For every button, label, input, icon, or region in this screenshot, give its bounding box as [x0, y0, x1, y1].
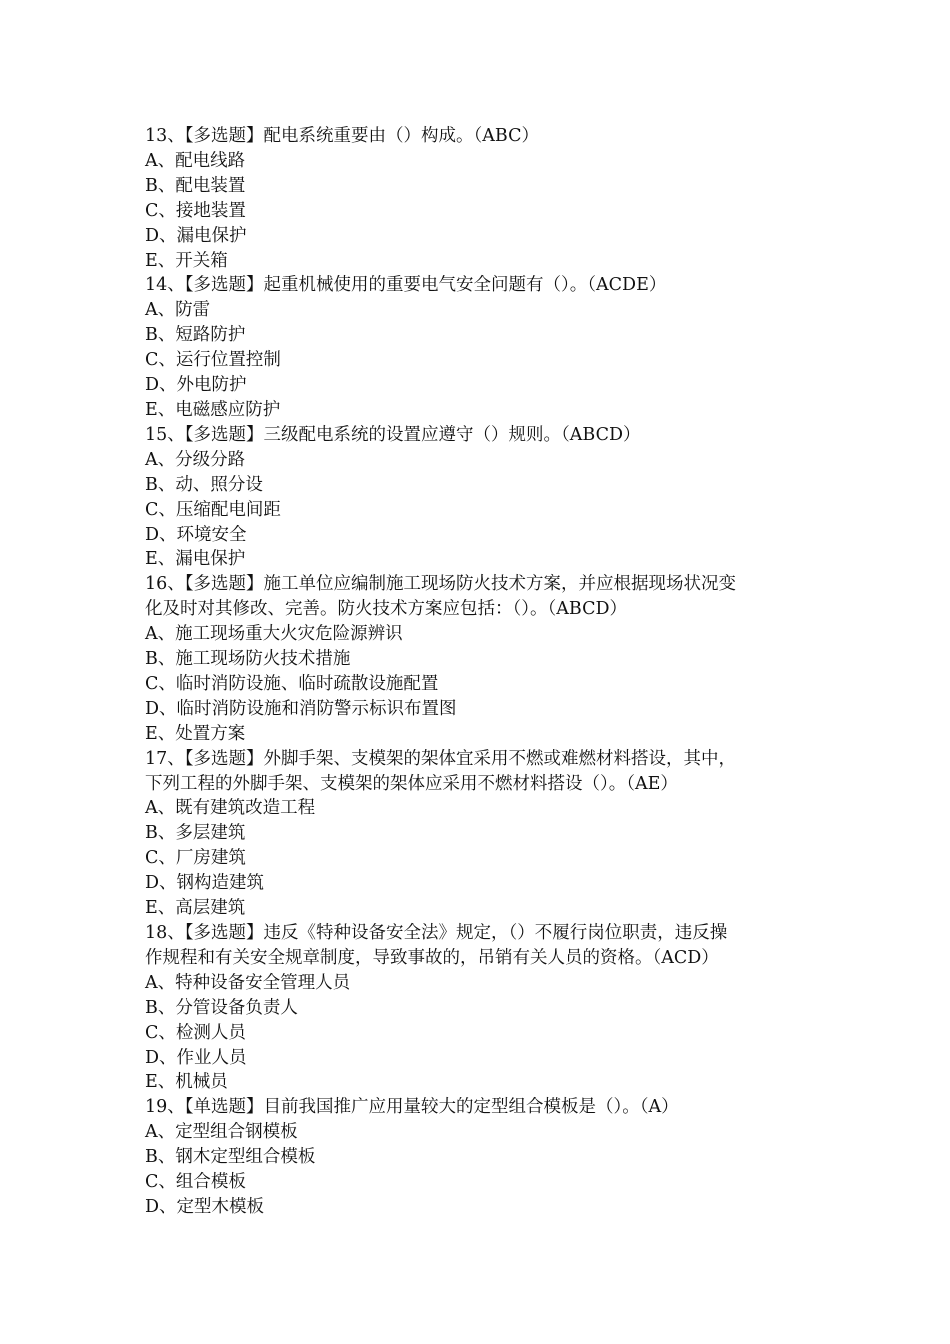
question-stem-line-1: 18、【多选题】违反《特种设备安全法》规定，（）不履行岗位职责，违反操 [145, 923, 728, 943]
question-list [145, 124, 815, 1220]
option-d: D、外电防护 [145, 375, 247, 396]
option-c: C、检测人员 [145, 1022, 246, 1043]
option-b: B、施工现场防火技术措施 [145, 649, 351, 670]
option-e: E、高层建筑 [145, 898, 246, 919]
option-e: E、处置方案 [145, 723, 246, 744]
option-b: B、多层建筑 [145, 823, 246, 844]
question-18 [145, 921, 815, 1095]
question-stem-line-1: 17、【多选题】外脚手架、支模架的架体宜采用不燃或难燃材料搭设，其中， [145, 748, 737, 769]
question-stem-line-1: 16、【多选题】施工单位应编制施工现场防火技术方案，并应根据现场状况变 [145, 574, 737, 595]
question-13 [145, 124, 815, 273]
option-c: C、压缩配电间距 [145, 499, 281, 520]
option-c: C、接地装置 [145, 200, 246, 221]
option-d: D、定型木模板 [145, 1196, 265, 1217]
option-d: D、钢构造建筑 [145, 873, 265, 894]
option-a: A、施工现场重大火灾危险源辨识 [145, 624, 403, 645]
option-d: D、作业人员 [145, 1047, 247, 1068]
question-stem: 19、【单选题】目前我国推广应用量较大的定型组合模板是（）。（A） [145, 1097, 679, 1118]
question-stem: 13、【多选题】配电系统重要由（）构成。（ABC） [145, 126, 539, 146]
question-19 [145, 1095, 815, 1220]
option-d: D、环境安全 [145, 524, 247, 545]
option-b: B、短路防护 [145, 325, 246, 346]
option-b: B、配电装置 [145, 175, 246, 196]
question-14 [145, 273, 815, 422]
option-a: A、特种设备安全管理人员 [145, 972, 351, 993]
option-e: E、开关箱 [145, 250, 228, 271]
option-c: C、厂房建筑 [145, 848, 246, 869]
option-a: A、定型组合钢模板 [145, 1122, 298, 1143]
option-d: D、临时消防设施和消防警示标识布置图 [145, 698, 457, 719]
option-a: A、既有建筑改造工程 [145, 798, 316, 819]
question-stem: 15、【多选题】三级配电系统的设置应遵守（）规则。（ABCD） [145, 424, 641, 445]
question-stem-line-2: 作规程和有关安全规章制度，导致事故的，吊销有关人员的资格。（ACD） [145, 947, 719, 968]
question-16 [145, 572, 815, 746]
option-b: B、动、照分设 [145, 474, 263, 495]
option-b: B、钢木定型组合模板 [145, 1147, 316, 1168]
option-d: D、漏电保护 [145, 225, 247, 246]
option-b: B、分管设备负责人 [145, 997, 298, 1018]
option-a: A、防雷 [145, 300, 211, 321]
option-c: C、运行位置控制 [145, 350, 281, 371]
option-a: A、配电线路 [145, 150, 246, 171]
question-17 [145, 747, 815, 921]
question-stem-line-2: 化及时对其修改、完善。防火技术方案应包括：（）。（ABCD） [145, 599, 627, 620]
option-e: E、机械员 [145, 1072, 228, 1093]
question-stem-line-2: 下列工程的外脚手架、支模架的架体应采用不燃材料搭设（）。（AE） [145, 773, 678, 794]
option-a: A、分级分路 [145, 449, 246, 470]
option-c: C、组合模板 [145, 1172, 246, 1193]
option-c: C、临时消防设施、临时疏散设施配置 [145, 673, 439, 694]
option-e: E、电磁感应防护 [145, 399, 281, 420]
option-e: E、漏电保护 [145, 549, 246, 570]
question-stem: 14、【多选题】起重机械使用的重要电气安全问题有（）。（ACDE） [145, 275, 667, 296]
question-15 [145, 423, 815, 572]
